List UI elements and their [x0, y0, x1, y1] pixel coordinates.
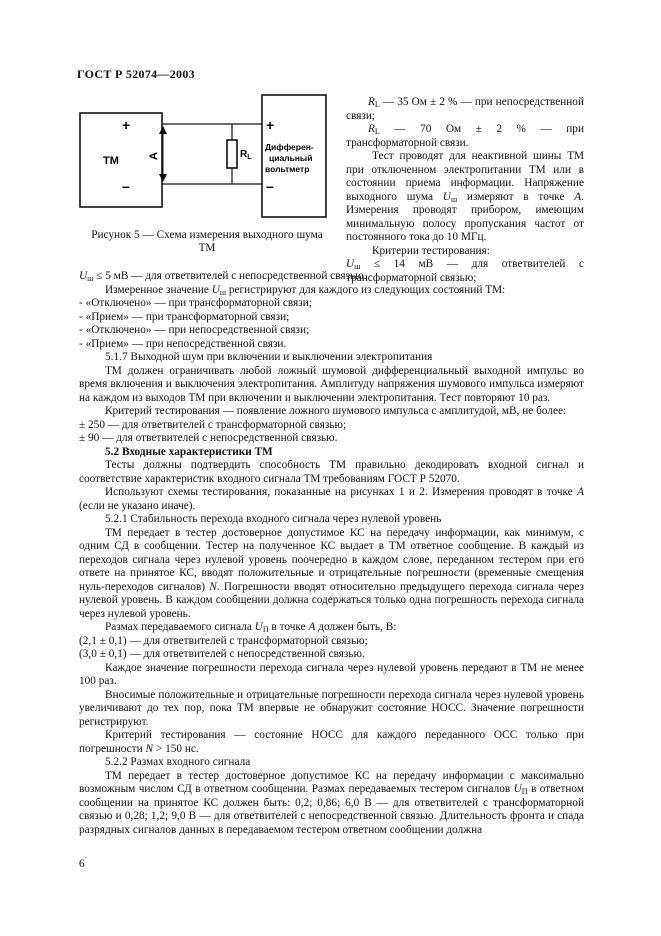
paragraph: ТМ передает в тестер достоверное допустимое КС на передачу информации, как минимум, с одним СД в сообщении. Тестер на полученное КС выдает в ТМ ответное сообщение. В каждый из переходов сигнала через нулевой уровень поочередно в каждом слове, переданном тестером при его ответе на принятое КС, вводят положительные и отрицательные погрешности (временные смещения нуль-переходов сигналов) N. Погрешности вводят относительно предыдущего перехода сигнала через нулевой уровень. В каждом сообщении должна содержаться только одна погрешность перехода сигнала через нулевой уровень. [79, 526, 584, 620]
paragraph: - «Отключено» — при непосредственной связи; [79, 324, 310, 336]
paragraph: ± 250 — для ответвителей с трансформаторной связью; [79, 418, 347, 431]
paragraph: Используют схемы тестирования, показанные на рисунках 1 и 2. Измерения проводят в точке А (если не указано иначе). [79, 486, 584, 512]
paragraph: Размах передаваемого сигнала $U_П$ в точке А должен быть, В: [105, 621, 397, 634]
resistor-rl [227, 140, 237, 168]
figure-5-circuit-diagram [79, 94, 335, 226]
document-header: ГОСТ Р 52074—2003 [77, 67, 195, 81]
paragraph: $R_L$ — 35 Ом ± 2 % — при непосредственной связи; [346, 96, 584, 122]
page-number: 6 [79, 858, 85, 870]
voltmeter-label-2: циальный [269, 153, 313, 163]
paragraph: ТМ должен ограничивать любой ложный шумовой дифференциальный выходной импульс во время включения и выключения электропитания. Амплитуду напряжения шумового импульса измеряют на каждом из выходов ТМ при включении и выключении электропитания. Тест повторяют 10 раз. [79, 364, 584, 404]
paragraph: Вносимые положительные и отрицательные погрешности перехода сигнала через нулевой уровень увеличивают до тех пор, пока ТМ впервые не обнаружит состояние НОСС. Значение погрешности регистрируют. [79, 688, 584, 728]
right-column-text [346, 96, 584, 285]
paragraph: (2,1 ± 0,1) — для ответвителей с трансформаторной связью; [79, 634, 368, 647]
section-heading: 5.2 Входные характеристики ТМ [105, 445, 273, 458]
paragraph: - «Прием» — при трансформаторной связи; [79, 310, 290, 323]
paragraph: - «Прием» — при непосредственной связи. [79, 337, 287, 350]
paragraph: Критерий тестирования — появление ложного шумового импульса с амплитудой, мВ, не более: [105, 405, 567, 417]
resistor-label: $R_L$ [240, 149, 252, 161]
paragraph: ТМ передает в тестер достоверное допустимое КС на передачу информации с максимально возможным числом СД в ответном сообщении. Размах передаваемых тестером сигналов $U_П$ в ответном сообщении на принятое КС должен быть: 0,2; 0,86; 6,0 В — для ответвителей с трансформаторной связью и 0,28; 1,2; 9,0 В — для ответвителей с непосредственной связью. Длительность фронта и спада разрядных сигналов данных в передаваемом тестером ответном сообщении должна [79, 769, 585, 836]
paragraph: Критерии тестирования: [372, 244, 490, 257]
voltage-label-a: А [148, 152, 160, 160]
voltmeter-label-3: вольтметр [265, 164, 310, 174]
paragraph: ± 90 — для ответвителей с непосредственной связью. [79, 432, 338, 444]
paragraph: 5.1.7 Выходной шум при включении и выключении электропитания [105, 351, 433, 363]
paragraph: $U_ш \le 14$ мВ — для ответвителей с трансформаторной связью; [346, 258, 584, 284]
paragraph: $R_L$ — 70 Ом ± 2 % — при трансформаторной связи. [346, 123, 584, 149]
paragraph: $U_ш \le 5$ мВ — для ответвителей с непосредственной связью. [79, 270, 367, 283]
tm-plus: + [122, 117, 131, 133]
tm-minus: – [122, 178, 130, 194]
paragraph: Тесты должны подтвердить способность ТМ правильно декодировать входной сигнал и соответствие характеристик входного сигнала ТМ требованиям ГОСТ Р 52070. [79, 459, 584, 485]
voltmeter-plus: + [266, 117, 275, 133]
main-body-text [79, 270, 584, 837]
voltmeter-minus: – [266, 178, 274, 194]
point-a-arrow-up [159, 126, 167, 134]
paragraph: 5.2.2 Размах входного сигнала [105, 756, 251, 768]
tm-label: ТМ [103, 155, 119, 167]
paragraph: Тест проводят для неактивной шины ТМ при отключенном электропитании ТМ или в состоянии приема информации. Напряжение выходного шума $U_ш$ измеряют в точке А. Измерения проводят прибором, имеющим минимальную полосу пропускания частот от постоянного тока до 10 МГц. [346, 150, 584, 243]
paragraph: - «Отключено» — при трансформаторной связи; [79, 297, 312, 309]
voltmeter-label-1: Дифферен- [265, 142, 314, 152]
caption-line-1: Рисунок 5 — Схема измерения выходного шума [91, 229, 323, 241]
point-a-arrow-down [159, 174, 167, 182]
paragraph: Измеренное значение $U_ш$ регистрируют для каждого из следующих состояний ТМ: [105, 283, 506, 297]
paragraph: Критерий тестирования — состояние НОСС для каждого переданного ОСС только при погрешности N > 150 нс. [79, 729, 584, 755]
paragraph: Каждое значение погрешности перехода сигнала через нулевой уровень передают в ТМ не менее 100 раз. [79, 661, 584, 687]
figure-caption [79, 229, 335, 255]
paragraph: 5.2.1 Стабильность перехода входного сигнала через нулевой уровень [105, 513, 442, 525]
caption-line-2: ТМ [198, 242, 216, 254]
paragraph: (3,0 ± 0,1) — для ответвителей с непосредственной связью. [79, 648, 365, 660]
